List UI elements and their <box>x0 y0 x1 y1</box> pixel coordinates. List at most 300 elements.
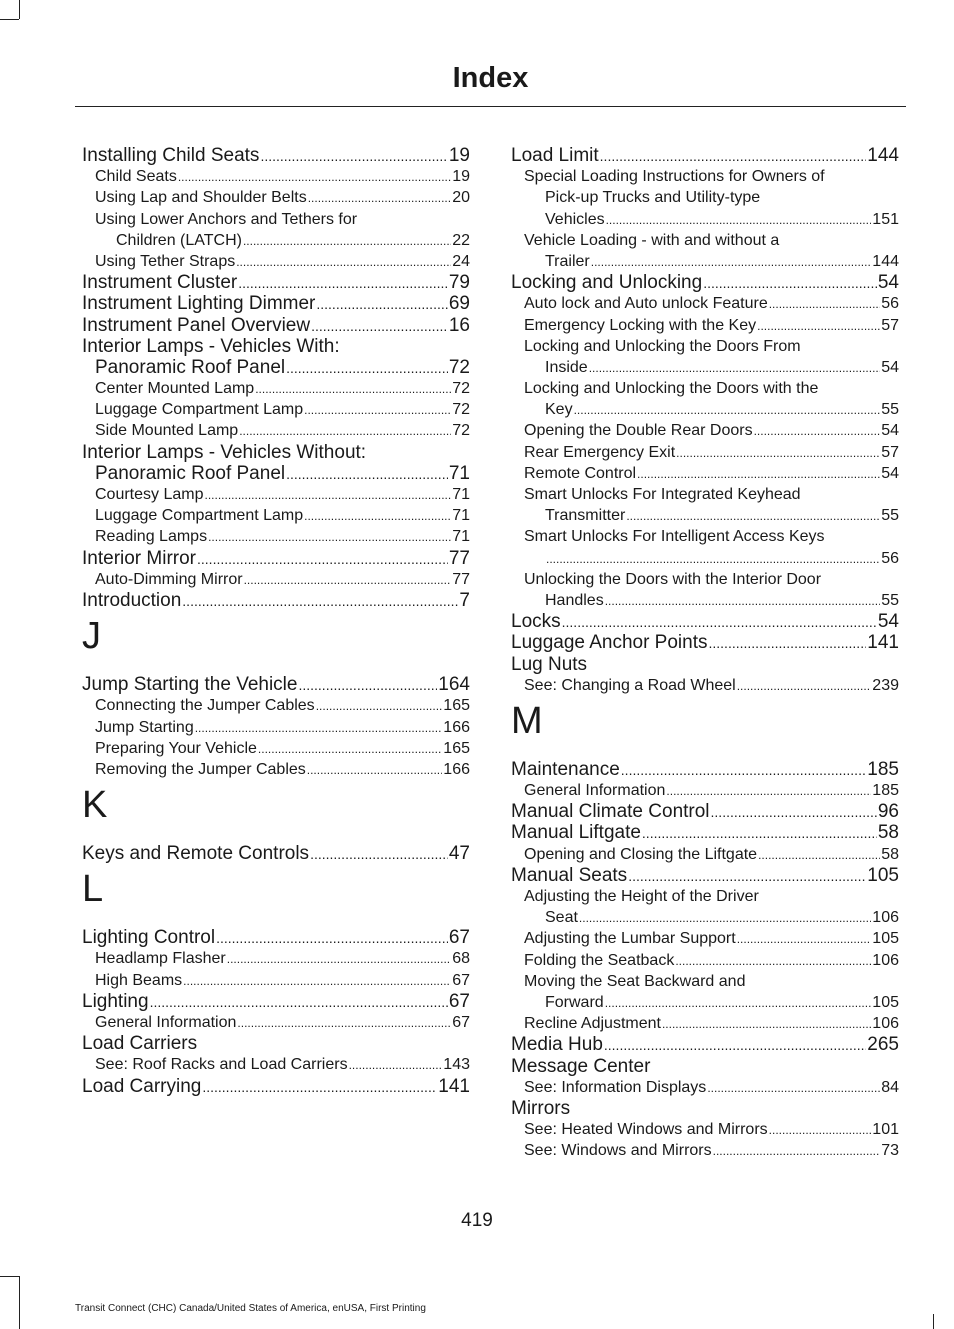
dot-leader <box>197 549 448 570</box>
index-entry <box>511 1098 899 1119</box>
entry-page: 20 <box>452 189 470 207</box>
entry-text: Rear Emergency Exit <box>524 443 676 461</box>
entry-page: 164 <box>438 674 470 696</box>
entry-text: Child Seats <box>95 168 177 186</box>
entry-text-continued: Handles <box>545 591 604 609</box>
crop-mark <box>19 1276 20 1329</box>
entry-page: 68 <box>452 950 470 968</box>
entry-text: Instrument Panel Overview <box>82 314 311 336</box>
entry-text: Load Limit <box>511 145 599 166</box>
entry-page: 71 <box>452 507 470 525</box>
index-subentry <box>82 1012 470 1033</box>
entry-page: 57 <box>881 316 899 334</box>
entry-text-continued: Inside <box>545 358 588 376</box>
index-subentry <box>82 970 470 991</box>
dot-leader <box>286 464 448 485</box>
index-subentry <box>511 1013 899 1034</box>
dot-leader <box>675 951 871 972</box>
entry-continuation <box>82 463 470 484</box>
index-entry <box>511 865 899 886</box>
dot-leader <box>758 845 880 866</box>
index-subentry <box>511 950 899 971</box>
entry-text: Opening the Double Rear Doors <box>524 422 753 440</box>
entry-text: Manual Liftgate <box>511 822 641 844</box>
entry-text: Courtesy Lamp <box>95 486 204 503</box>
entry-page: 22 <box>452 231 470 249</box>
dot-leader <box>757 316 880 337</box>
index-subentry <box>82 166 470 187</box>
dot-leader <box>769 1120 872 1141</box>
index-subentry <box>511 675 899 696</box>
entry-text: Adjusting the Lumbar Support <box>524 930 736 948</box>
dot-leader <box>182 591 458 612</box>
dot-leader <box>308 188 452 209</box>
entry-page: 141 <box>438 1075 470 1097</box>
entry-text: Side Mounted Lamp <box>95 422 239 440</box>
dot-leader <box>244 570 452 591</box>
dot-leader <box>628 866 866 887</box>
index-subentry <box>82 420 470 441</box>
index-section-letter: J <box>82 615 101 658</box>
entry-text: See: Information Displays <box>524 1078 707 1096</box>
index-entry <box>511 1056 899 1077</box>
dot-leader <box>216 928 448 949</box>
dot-leader <box>178 167 451 188</box>
entry-text: Manual Climate Control <box>511 801 710 823</box>
entry-text: Preparing Your Vehicle <box>95 739 257 757</box>
entry-text: Maintenance <box>511 758 620 780</box>
index-entry <box>511 272 899 293</box>
entry-page: 72 <box>452 380 470 398</box>
entry-page: 77 <box>448 547 470 569</box>
index-entry <box>82 145 470 166</box>
entry-page: 67 <box>452 971 470 989</box>
dot-leader <box>310 844 448 865</box>
entry-page: 19 <box>452 168 470 186</box>
dot-leader <box>579 908 871 929</box>
index-entry <box>511 822 899 843</box>
entry-page: 67 <box>448 927 470 949</box>
entry-text-continued: Panoramic Roof Panel <box>95 356 286 378</box>
index-subentry <box>82 695 470 716</box>
entry-text: Special Loading Instructions for Owners of <box>524 168 825 186</box>
entry-page: 54 <box>881 422 899 440</box>
dot-leader <box>311 316 448 337</box>
entry-page: 16 <box>448 314 470 336</box>
entry-text: See: Roof Racks and Load Carriers <box>95 1056 348 1074</box>
dot-leader <box>642 823 877 844</box>
index-section-letter: L <box>82 868 104 911</box>
dot-leader <box>754 421 881 442</box>
index-subentry <box>511 336 899 357</box>
entry-page: 67 <box>448 990 470 1012</box>
entry-text-continued: Transmitter <box>545 507 626 525</box>
dot-leader <box>202 1077 437 1098</box>
dot-leader <box>286 358 448 379</box>
dot-leader <box>589 358 881 379</box>
entry-continuation <box>511 907 899 928</box>
dot-leader <box>574 400 881 421</box>
index-section-letter: K <box>82 784 108 827</box>
index-subentry <box>82 759 470 780</box>
entry-text: Using Lower Anchors and Tethers for <box>95 210 358 228</box>
entry-page: 144 <box>867 145 899 166</box>
index-subentry <box>82 209 470 230</box>
entry-page: 58 <box>877 822 899 844</box>
entry-text: Recline Adjustment <box>524 1015 661 1033</box>
dot-leader <box>316 294 447 315</box>
index-entry <box>511 1034 899 1055</box>
page-title: Index <box>452 62 529 94</box>
entry-page: 106 <box>872 951 899 969</box>
index-subentry <box>511 928 899 949</box>
entry-text: General Information <box>95 1014 237 1031</box>
entry-text: High Beams <box>95 971 183 989</box>
entry-page: 105 <box>872 993 899 1011</box>
dot-leader <box>304 400 451 421</box>
entry-text: Adjusting the Height of the Driver <box>524 888 759 905</box>
dot-leader <box>666 781 871 802</box>
index-entry <box>82 991 470 1012</box>
entry-page: 185 <box>872 782 899 800</box>
entry-page: 144 <box>872 252 899 270</box>
dot-leader <box>239 421 451 442</box>
crop-mark <box>19 0 20 19</box>
entry-text: General Information <box>524 782 666 800</box>
page-number: 419 <box>461 1210 493 1231</box>
crop-mark <box>0 19 19 20</box>
index-entry <box>511 759 899 780</box>
entry-page: 47 <box>448 843 470 865</box>
dot-leader <box>591 252 872 273</box>
index-subentry <box>511 844 899 865</box>
entry-continuation <box>511 590 899 611</box>
entry-page: 24 <box>452 252 470 270</box>
entry-text: Keys and Remote Controls <box>82 843 310 865</box>
dot-leader <box>605 591 881 612</box>
entry-text: Introduction <box>82 589 182 611</box>
dot-leader <box>304 506 451 527</box>
dot-leader <box>298 675 437 696</box>
entry-page: 72 <box>452 422 470 440</box>
entry-page: 54 <box>877 272 899 294</box>
entry-text: Lighting <box>82 990 149 1012</box>
index-subentry <box>511 484 899 505</box>
dot-leader <box>208 527 451 548</box>
entry-text: Luggage Anchor Points <box>511 632 708 654</box>
entry-page: 72 <box>448 356 470 378</box>
index-entry <box>511 611 899 632</box>
entry-page: 7 <box>459 589 470 611</box>
dot-leader <box>621 760 867 781</box>
dot-leader <box>709 633 867 654</box>
dot-leader <box>676 443 880 464</box>
entry-text: Folding the Seatback <box>524 951 675 969</box>
entry-page: 72 <box>452 401 470 419</box>
entry-text: Instrument Lighting Dimmer <box>82 293 316 315</box>
entry-text: Headlamp Flasher <box>95 950 226 968</box>
entry-text: Using Tether Straps <box>95 252 236 270</box>
entry-text: Load Carriers <box>82 1033 198 1055</box>
index-subentry <box>511 315 899 336</box>
crop-mark <box>933 1314 934 1329</box>
entry-page: 54 <box>877 611 899 633</box>
entry-text: Locking and Unlocking <box>511 272 703 294</box>
index-subentry <box>511 886 899 907</box>
entry-page: 71 <box>452 486 470 503</box>
entry-page: 69 <box>448 293 470 315</box>
entry-text: Using Lap and Shoulder Belts <box>95 189 307 207</box>
entry-text: Installing Child Seats <box>82 145 260 166</box>
entry-text: Media Hub <box>511 1034 603 1056</box>
entry-page: 166 <box>443 718 470 736</box>
dot-leader <box>243 231 451 252</box>
entry-text: Center Mounted Lamp <box>95 380 255 398</box>
entry-text: See: Heated Windows and Mirrors <box>524 1121 768 1139</box>
entry-page: 58 <box>881 845 899 863</box>
entry-text: Interior Mirror <box>82 547 197 569</box>
entry-text: Instrument Cluster <box>82 272 238 294</box>
entry-continuation <box>511 399 899 420</box>
entry-text: Connecting the Jumper Cables <box>95 697 315 715</box>
entry-continuation <box>82 230 470 251</box>
entry-text: Removing the Jumper Cables <box>95 760 306 778</box>
entry-text: Locks <box>511 611 561 633</box>
index-entry <box>82 1076 470 1097</box>
dot-leader <box>236 252 451 273</box>
entry-text: Locking and Unlocking the Doors with the <box>524 380 819 398</box>
entry-page: 106 <box>872 909 899 927</box>
index-entry <box>511 801 899 822</box>
dot-leader <box>237 1013 451 1034</box>
entry-text-continued: Seat <box>545 909 578 927</box>
dot-leader <box>637 464 880 485</box>
index-subentry <box>511 420 899 441</box>
index-entry <box>82 315 470 336</box>
entry-text: Mirrors <box>511 1097 571 1119</box>
index-entry <box>82 674 470 695</box>
index-subentry <box>511 526 899 547</box>
dot-leader <box>600 146 867 167</box>
index-subentry <box>511 166 899 187</box>
dot-leader <box>711 802 877 823</box>
dot-leader <box>260 146 447 167</box>
dot-leader <box>316 696 443 717</box>
entry-page: 185 <box>867 758 899 780</box>
entry-text: Luggage Compartment Lamp <box>95 401 304 419</box>
dot-leader <box>255 379 451 400</box>
dot-leader <box>183 971 451 992</box>
entry-page: 141 <box>867 632 899 654</box>
dot-leader <box>662 1014 871 1035</box>
entry-page: 71 <box>452 528 470 546</box>
entry-continuation <box>511 209 899 230</box>
entry-text: Jump Starting the Vehicle <box>82 674 298 696</box>
index-subentry <box>82 399 470 420</box>
index-subentry <box>82 948 470 969</box>
dot-leader <box>238 273 448 294</box>
dot-leader <box>626 506 880 527</box>
entry-text-continued: Forward <box>545 993 604 1011</box>
index-entry <box>82 442 470 463</box>
entry-page: 165 <box>443 697 470 715</box>
entry-text: Message Center <box>511 1055 651 1077</box>
dot-leader <box>713 1141 881 1162</box>
entry-text: Reading Lamps <box>95 528 208 546</box>
entry-page: 77 <box>452 570 470 588</box>
index-subentry <box>511 230 899 251</box>
dot-leader <box>703 273 877 294</box>
dot-leader <box>605 993 872 1014</box>
entry-text: Emergency Locking with the Key <box>524 316 757 334</box>
entry-page: 73 <box>881 1142 899 1160</box>
entry-text: Lighting Control <box>82 927 216 949</box>
index-subentry <box>511 1119 899 1140</box>
index-subentry <box>511 780 899 801</box>
entry-page: 265 <box>867 1034 899 1056</box>
entry-text: Auto lock and Auto unlock Feature <box>524 295 768 313</box>
dot-leader <box>195 718 443 739</box>
index-entry <box>82 336 470 357</box>
index-subentry <box>82 484 470 505</box>
entry-text: See: Changing a Road Wheel <box>524 676 736 694</box>
entry-text: Opening and Closing the Liftgate <box>524 845 758 863</box>
entry-page: 106 <box>872 1015 899 1033</box>
dot-leader <box>737 929 872 950</box>
entry-text-continued: Key <box>545 401 573 419</box>
entry-page: 57 <box>881 443 899 461</box>
entry-text: Locking and Unlocking the Doors From <box>524 337 801 355</box>
entry-text: Moving the Seat Backward and <box>524 972 746 990</box>
entry-text-continued: Pick-up Trucks and Utility-type <box>545 189 761 207</box>
index-subentry <box>82 378 470 399</box>
dot-leader <box>737 676 872 697</box>
index-entry <box>82 293 470 314</box>
entry-page: 19 <box>448 145 470 166</box>
dot-leader <box>205 485 452 506</box>
entry-page: 96 <box>877 801 899 823</box>
entry-page: 67 <box>452 1014 470 1031</box>
index-entry <box>511 632 899 653</box>
entry-text: Interior Lamps - Vehicles Without: <box>82 441 367 463</box>
entry-page: 55 <box>881 401 899 419</box>
entry-text: Remote Control <box>524 464 637 482</box>
index-entry <box>511 654 899 675</box>
entry-text: Unlocking the Doors with the Interior Door <box>524 570 822 588</box>
index-subentry <box>511 293 899 314</box>
index-subentry <box>82 526 470 547</box>
entry-text-continued: Vehicles <box>545 210 605 228</box>
entry-page: 166 <box>443 760 470 778</box>
entry-text: Manual Seats <box>511 864 628 886</box>
index-entry <box>82 548 470 569</box>
index-subentry <box>511 1140 899 1161</box>
entry-text: Luggage Compartment Lamp <box>95 507 304 525</box>
entry-page: 54 <box>881 464 899 482</box>
entry-continuation <box>511 992 899 1013</box>
entry-page: 151 <box>872 210 899 228</box>
entry-page: 143 <box>443 1056 470 1074</box>
entry-text: Lug Nuts <box>511 653 588 675</box>
index-subentry <box>82 505 470 526</box>
index-subentry <box>511 569 899 590</box>
entry-text: Load Carrying <box>82 1075 202 1097</box>
entry-page: 71 <box>448 462 470 484</box>
entry-text: See: Windows and Mirrors <box>524 1142 712 1160</box>
entry-continuation <box>511 548 899 569</box>
index-entry <box>511 145 899 166</box>
entry-page: 165 <box>443 739 470 757</box>
entry-page: 56 <box>881 295 899 313</box>
entry-continuation <box>511 505 899 526</box>
entry-text-continued: Children (LATCH) <box>116 231 242 249</box>
entry-page: 55 <box>881 591 899 609</box>
dot-leader <box>546 549 880 570</box>
index-entry <box>82 1033 470 1054</box>
entry-page: 105 <box>872 930 899 948</box>
index-subentry <box>511 1077 899 1098</box>
index-subentry <box>511 378 899 399</box>
entry-page: 55 <box>881 507 899 525</box>
index-column-left <box>82 145 470 1097</box>
entry-continuation <box>511 357 899 378</box>
entry-continuation <box>511 251 899 272</box>
entry-text: Smart Unlocks For Intelligent Access Keys <box>524 528 825 546</box>
index-subentry <box>82 187 470 208</box>
index-subentry <box>82 1054 470 1075</box>
entry-page: 54 <box>881 358 899 376</box>
entry-text-continued: Trailer <box>545 252 590 270</box>
title-divider <box>75 106 906 107</box>
index-entry <box>82 843 470 864</box>
index-subentry <box>511 442 899 463</box>
index-subentry <box>511 463 899 484</box>
crop-mark <box>0 1276 19 1277</box>
entry-page: 79 <box>448 272 470 294</box>
entry-text: Jump Starting <box>95 718 194 736</box>
index-column-right <box>511 145 899 1161</box>
dot-leader <box>150 992 448 1013</box>
dot-leader <box>258 739 442 760</box>
index-entry <box>82 927 470 948</box>
entry-page: 239 <box>872 676 899 694</box>
index-subentry <box>82 738 470 759</box>
dot-leader <box>227 949 451 970</box>
index-subentry <box>82 717 470 738</box>
entry-text-continued: Panoramic Roof Panel <box>95 462 286 484</box>
entry-page: 105 <box>867 864 899 886</box>
index-section-letter: M <box>511 699 543 742</box>
dot-leader <box>349 1055 443 1076</box>
index-entry <box>82 590 470 611</box>
entry-continuation <box>511 187 899 208</box>
index-entry <box>82 272 470 293</box>
dot-leader <box>307 760 443 781</box>
footer-text: Transit Connect (CHC) Canada/United States of America, enUSA, First Printing <box>75 1303 426 1314</box>
entry-page: 84 <box>881 1078 899 1096</box>
dot-leader <box>604 1035 866 1056</box>
entry-continuation <box>82 357 470 378</box>
dot-leader <box>707 1078 880 1099</box>
entry-text: Vehicle Loading - with and without a <box>524 231 780 249</box>
entry-text: Smart Unlocks For Integrated Keyhead <box>524 486 801 503</box>
dot-leader <box>769 294 880 315</box>
entry-text: Interior Lamps - Vehicles With: <box>82 335 340 357</box>
index-subentry <box>82 569 470 590</box>
entry-text: Auto-Dimming Mirror <box>95 570 243 588</box>
dot-leader <box>562 612 877 633</box>
dot-leader <box>606 210 872 231</box>
